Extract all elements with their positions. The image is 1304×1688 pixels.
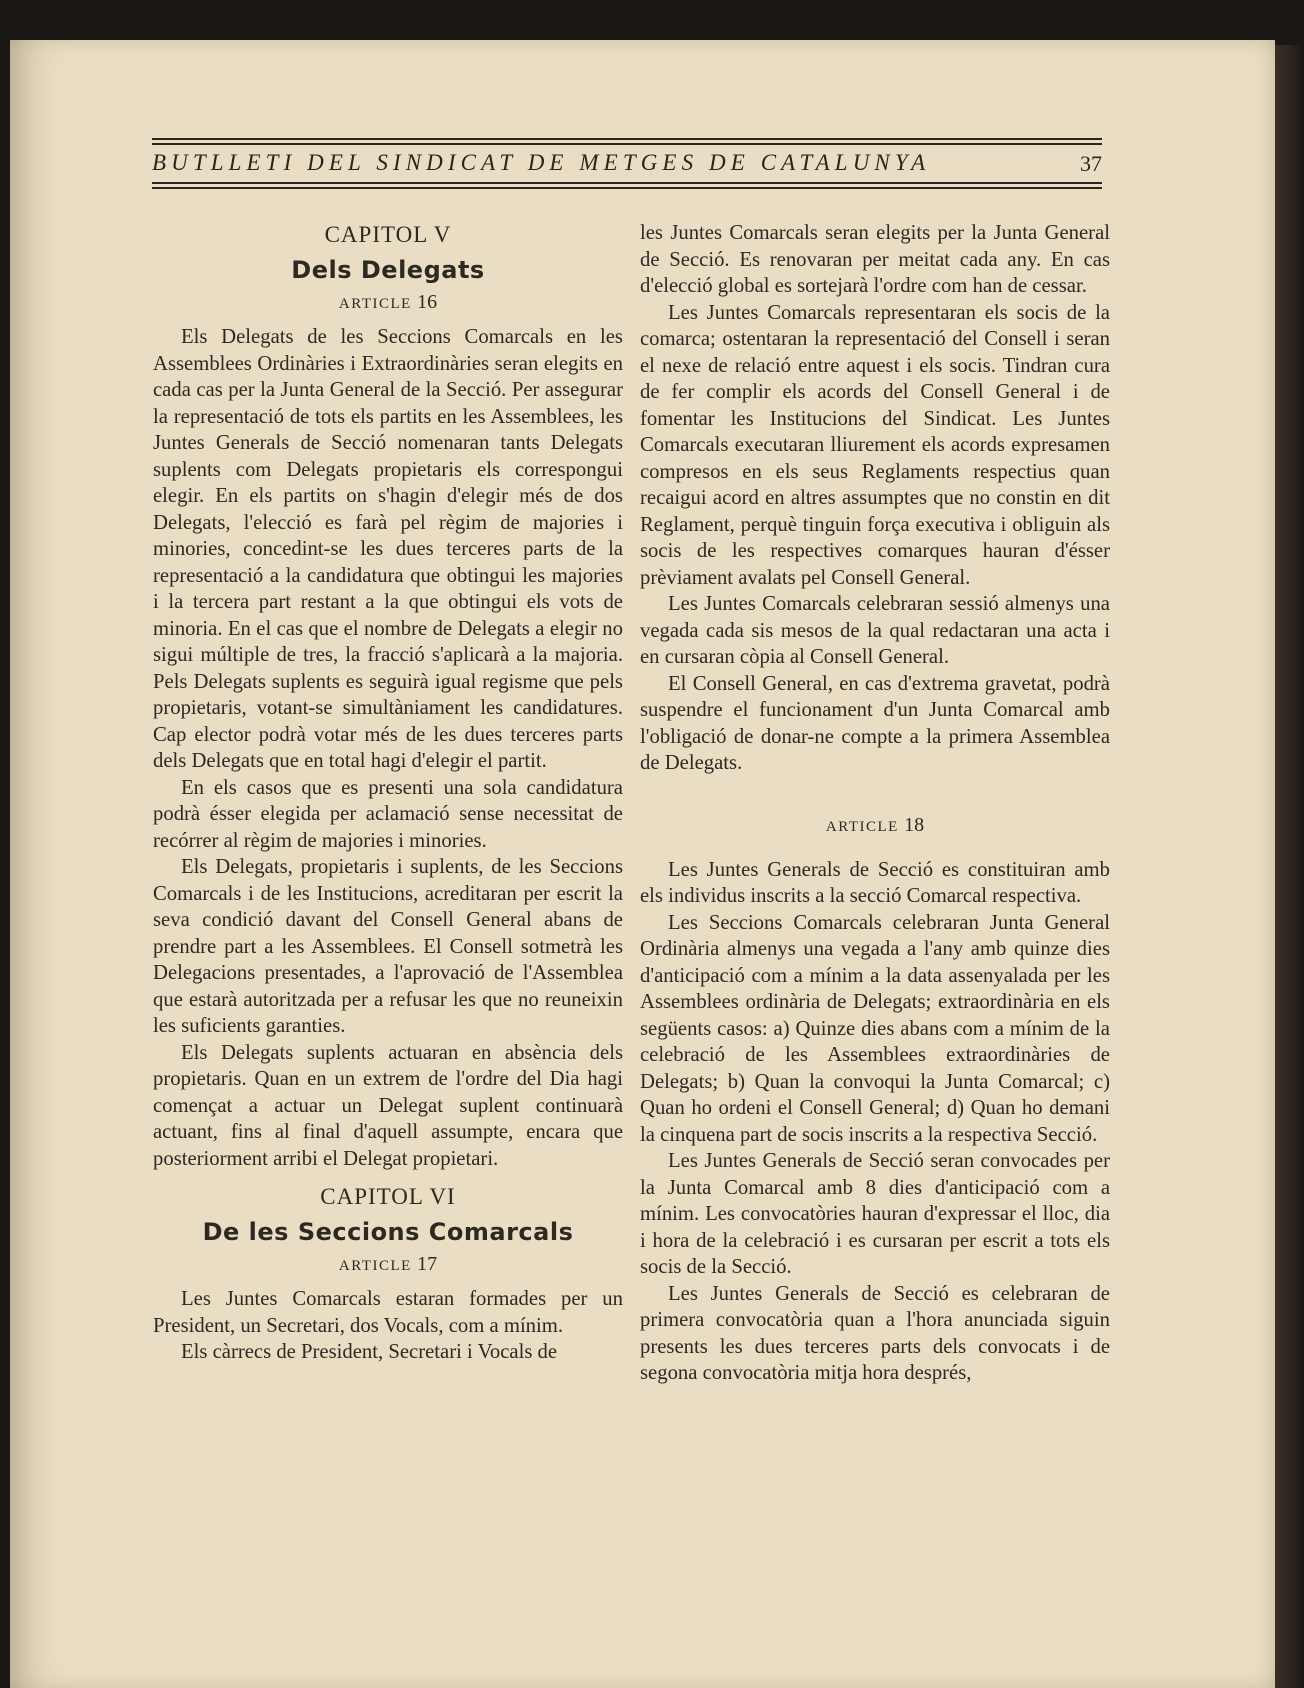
paragraph: Les Juntes Generals de Secció es celebraran de primera convocatòria quan a l'hora anunciada siguin presents les dues terceres parts dels convocats i de segona convocatòria mitja hora després,: [640, 1282, 1110, 1384]
paragraph: Les Seccions Comarcals celebraran Junta General Ordinària almenys una vegada a l'any amb quinze dies d'anticipació com a mínim a la data assenyalada per les Assemblees ordinària de Delegats; extraordinària en els següents casos: a) Quinze dies abans com a mínim de la celebració de les Assemblees extraordinàries de Delegats; b) Quan la convoqui la Junta Comarcal; c) Quan ho ordeni el Consell General; d) Quan ho demani la cinquena part de socis inscrits a la respectiva Secció.: [640, 911, 1110, 1146]
header-rule-bottom: [152, 182, 1102, 190]
left-column: [153, 220, 623, 1366]
paragraph: Els Delegats de les Seccions Comarcals en les Assemblees Ordinàries i Extraordinàries seran elegits en cada cas per la Junta General de la Secció. Per assegurar la representació de tots els partits en les Assemblees, les Juntes Generals de Secció nomenaran tants Delegats suplents com Delegats propietaris els correspongui elegir. En els partits on s'hagin d'elegir més de dos Delegats, l'elecció es farà pel règim de majories i minories, concedint-se les dues terceres parts de la representació a la candidatura que obtingui les majories i la tercera part restant a la que obtingui els vots de minoria. En el cas que el nombre de Delegats a elegir no sigui múltiple de tres, la fracció s'aplicarà a la majoria. Pels Delegats suplents es seguirà igual regisme que pels propietaris, votant-se simultàniament les candidatures. Cap elector podrà votar més de les dues terceres parts dels Delegats que en total hagi d'elegir el partit.: [153, 326, 623, 772]
chapter-title: De les Seccions Comarcals: [202, 1218, 574, 1246]
paragraph: Les Juntes Generals de Secció es constituiran amb els individus inscrits a la secció Comarcal respectiva.: [640, 858, 1110, 907]
header-rule-top: [152, 138, 1102, 146]
journal-title: BUTLLETI DEL SINDICAT DE METGES DE CATALUNYA: [152, 150, 931, 175]
paragraph: Les Juntes Generals de Secció seran convocades per la Junta Comarcal amb 8 dies d'anticipació com a mínim. Les convocatòries hauran d'expressar el lloc, dia i hora de la celebració i es cursaran per escrit a tots els socis de la Secció.: [640, 1150, 1110, 1278]
right-column: [640, 220, 1110, 1387]
article-heading: [640, 811, 1110, 841]
paragraph: Les Juntes Comarcals celebraran sessió almenys una vegada cada sis mesos de la qual redactaran una acta i en cursaran còpia al Consell General.: [640, 593, 1110, 668]
chapter-heading: CAPITOL VI: [320, 1184, 456, 1209]
chapter-title: Dels Delegats: [291, 256, 485, 284]
paragraph: Els Delegats suplents actuaran en absència dels propietaris. Quan en un extrem de l'ordre del Dia hagi començat a actuar un Delegat suplent continuarà actuant, fins al final d'aquell assumpte, encara que posteriorment arribi el Delegat propietari.: [153, 1041, 623, 1170]
article-heading: [153, 1250, 623, 1280]
article-label: ARTICLE: [338, 1258, 412, 1274]
article-number: 16: [417, 291, 438, 313]
chapter-heading: CAPITOL V: [324, 222, 452, 247]
article-number: 17: [417, 1253, 438, 1275]
page-number: 37: [1080, 151, 1102, 176]
paragraph: Les Juntes Comarcals estaran formades per un President, un Secretari, dos Vocals, com a mínim.: [153, 1288, 623, 1337]
paragraph: Les Juntes Comarcals representaran els socis de la comarca; ostentaran la representació del Consell i seran el nexe de relació entre aquest i els socis. Tindran cura de fer complir els acords del Consell General i de fomentar les Institucions del Sindicat. Les Juntes Comarcals executaran lliurement els acords expresamen compresos en els seus Reglaments respectius quan recaigui acord en altres assumptes que no constin en dit Reglament, perquè tinguin força executiva i obliguin als socis de les respectives comarques hauran d'ésser prèviament avalats pel Consell General.: [640, 301, 1110, 589]
article-label: ARTICLE: [825, 818, 899, 835]
paragraph: El Consell General, en cas d'extrema gravetat, podrà suspendre el funcionament d'un Junta Comarcal amb l'obligació de donar-ne compte a la primera Assemblea de Delegats.: [640, 672, 1110, 774]
paragraph: Els Delegats, propietaris i suplents, de les Seccions Comarcals i de les Institucions, acreditaran per escrit la seva condició davant del Consell General abans de prendre part a les Assemblees. El Consell sotmetrà les Delegacions presentades, a l'aprovació de l'Assemblea que estarà autoritzada per a refusar les que no reuneixin les suficients garanties.: [153, 856, 623, 1037]
running-header: [152, 138, 1102, 190]
article-label: ARTICLE: [338, 296, 412, 312]
paragraph: En els casos que es presenti una sola candidatura podrà ésser elegida per aclamació sense necessitat de recórrer al règim de majories i minories.: [153, 776, 623, 852]
paragraph: les Juntes Comarcals seran elegits per la Junta General de Secció. Es renovaran per meitat cada any. En cas d'elecció global es sortejarà l'ordre com han de cessar.: [640, 222, 1110, 297]
page-edge: [1275, 45, 1304, 1688]
article-number: 18: [904, 813, 925, 836]
paragraph: Els càrrecs de President, Secretari i Vocals de: [181, 1341, 558, 1363]
article-heading: [153, 288, 623, 318]
